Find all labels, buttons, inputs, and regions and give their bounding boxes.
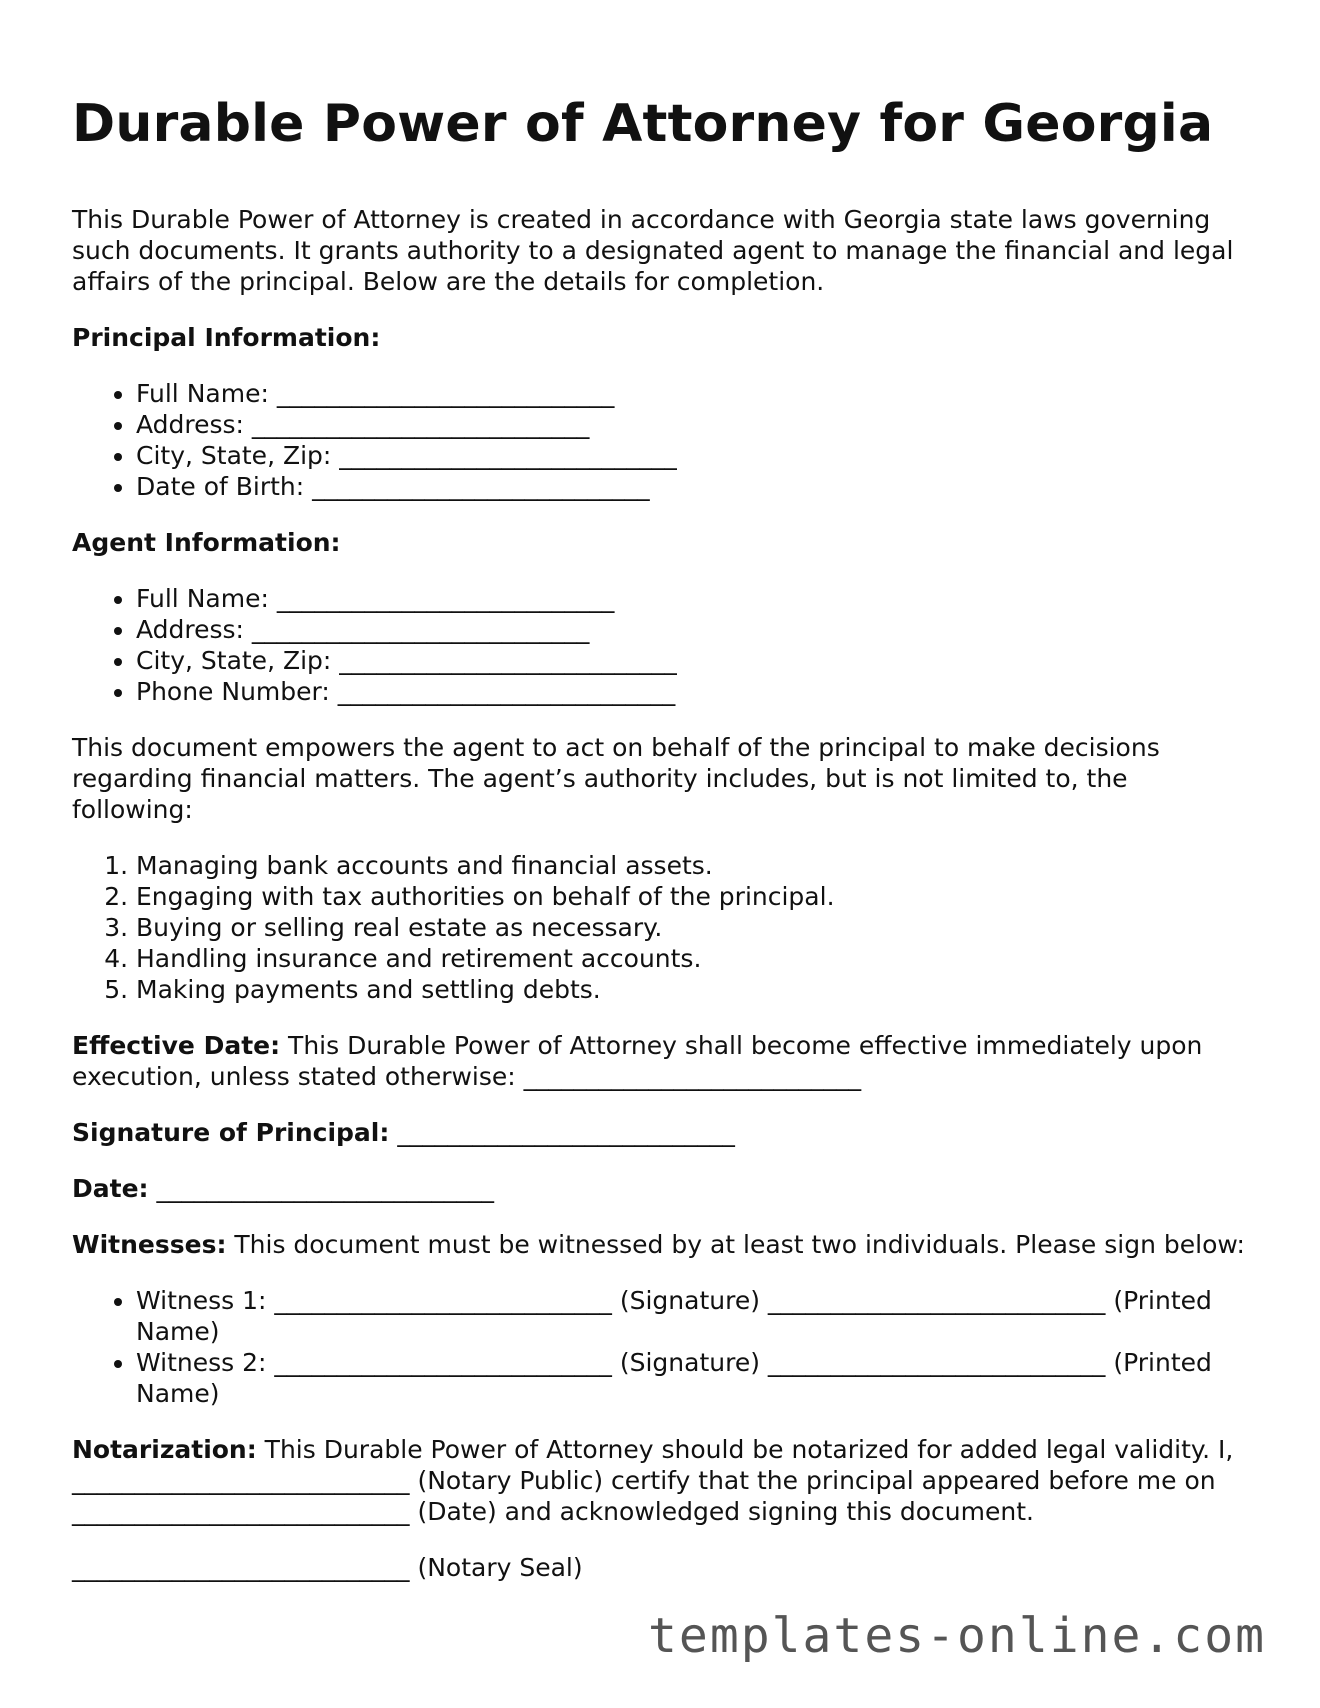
principal-heading: Principal Information:: [72, 323, 381, 352]
agent-full-name-field: • Full Name: ___________________________: [136, 583, 1252, 614]
power-item: 5. Making payments and settling debts.: [136, 974, 1252, 1005]
effective-date-text: This Durable Power of Attorney shall become effective immediately upon execution, unless stated otherwise: ___________________________: [72, 1031, 1203, 1091]
agent-address-field: • Address: ___________________________: [136, 614, 1252, 645]
principal-city-state-zip-field: • City, State, Zip: ___________________________: [136, 440, 1252, 471]
document-title: Durable Power of Attorney for Georgia: [72, 94, 1214, 154]
witness-list: [72, 1285, 1252, 1409]
document-page: [72, 84, 1252, 1608]
agent-city-state-zip-field: • City, State, Zip: ___________________________: [136, 645, 1252, 676]
powers-list: [72, 850, 1252, 1005]
witness-2-field: • Witness 2: ___________________________ (Signature) ___________________________ (Printed Name): [136, 1347, 1252, 1409]
witnesses-text: This document must be witnessed by at least two individuals. Please sign below:: [226, 1230, 1245, 1259]
principal-full-name-field: • Full Name: ___________________________: [136, 378, 1252, 409]
date-section: [72, 1173, 1252, 1204]
signature-section: [72, 1117, 1252, 1148]
power-item: 4. Handling insurance and retirement accounts.: [136, 943, 1252, 974]
effective-date-section: [72, 1030, 1252, 1092]
principal-address-field: • Address: ___________________________: [136, 409, 1252, 440]
witnesses-section: [72, 1229, 1252, 1260]
agent-heading: Agent Information:: [72, 528, 341, 557]
notarization-text: This Durable Power of Attorney should be notarized for added legal validity. I, ___________________________ (Notary Public) certify that the principal appeared before me on ___________________________ (Date) and acknowledged signing this document.: [72, 1435, 1234, 1526]
principal-date-of-birth-field: • Date of Birth: ___________________________: [136, 471, 1252, 502]
notarization-label: Notarization:: [72, 1435, 257, 1464]
agent-phone-number-field: • Phone Number: ___________________________: [136, 676, 1252, 707]
power-item: 3. Buying or selling real estate as necessary.: [136, 912, 1252, 943]
date-label: Date:: [72, 1174, 149, 1203]
power-item: 2. Engaging with tax authorities on behalf of the principal.: [136, 881, 1252, 912]
signature-line: ___________________________: [389, 1118, 735, 1147]
principal-list: [72, 378, 1252, 502]
notary-seal-line: ___________________________ (Notary Seal): [72, 1553, 583, 1582]
authority-paragraph: This document empowers the agent to act on behalf of the principal to make decisions regarding financial matters. The agent’s authority includes, but is not limited to, the following:: [72, 733, 1160, 824]
agent-list: [72, 583, 1252, 707]
effective-date-label: Effective Date:: [72, 1031, 281, 1060]
witness-1-field: • Witness 1: ___________________________ (Signature) ___________________________ (Printed Name): [136, 1285, 1252, 1347]
watermark: templates-online.com: [648, 1608, 1266, 1664]
date-line: ___________________________: [148, 1174, 494, 1203]
power-item: 1. Managing bank accounts and financial assets.: [136, 850, 1252, 881]
notarization-section: [72, 1434, 1252, 1527]
witnesses-label: Witnesses:: [72, 1230, 227, 1259]
intro-paragraph: This Durable Power of Attorney is created in accordance with Georgia state laws governing such documents. It grants authority to a designated agent to manage the financial and legal affairs of the principal. Below are the details for completion.: [72, 205, 1234, 296]
signature-label: Signature of Principal:: [72, 1118, 390, 1147]
